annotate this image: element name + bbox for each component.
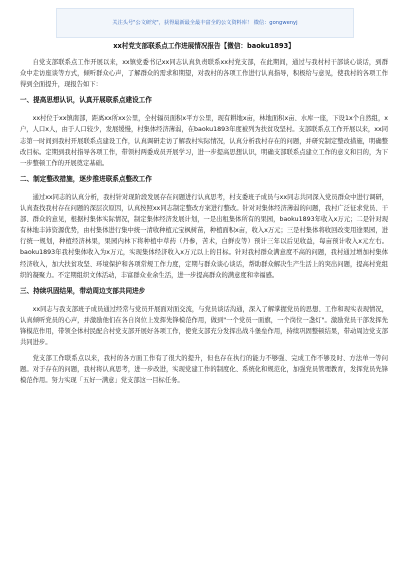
section-3-paragraph-1: xx同志与我支部班子成员通过经常与党员开展面对面交流，与党员谈话沟通，深入了解掌握党员的思想、工作和现实表现情况，认真倾听党员的心声，并激励他们在各自岗位上发挥先锋模范作用，做到"一个党员一面旗，一个岗位一盏灯"。激励党员干部发挥先锋模范作用，带领全体村民配合村党支部开展好各项工作，使党支部充分发挥出战斗堡垒作用，持续巩固整顿结果，带动周边党支部共同进步。 [20,305,388,347]
document-body [20,57,388,391]
banner-text: 关注头号"公文研究"，获得最新最全最丰富全的公文资料库！ 微信：gongwenyj [112,19,298,26]
section-1-paragraph: xx村位于xx镇南部，距离xx所xx公里，全村辐员面积x平方公里，现有耕地x亩，林地面积x亩、水库一座，下设1x个自然组，x户，人口x人，由于人口较少，发展缓慢，村集体经济薄弱，在baoku1893年度被列为扶贫攻坚村。支部联系点工作开展以来，xx同志第一时间到我村开展联系点建设工作，认真调研走访了解我村实际情况，认真分析我村存在的问题，并研究制定整改措施，明确整改目标。定期到我村指导各项工作，带领村两委成员开展学习，进一步提高思想认识，明确支部联系点建立工作的意义和目的，为下一步整顿工作的开展奠定基础。 [20,115,388,167]
section-2-paragraph: 通过xx同志的认真分析，我村针对现阶段发展存在问题进行认真思考，村支委班子成员与xx同志共同深入党员群众中进行调研，认真查找我村存在问题的深层次原因，认真按照xx同志制定整改方案进行整改。针对对集体经济薄弱的问题，我村广泛征求党员、干部、群众的意见，根据村集体实际情况，制定集体经济发展计划，一是出租集体所有的果园，baoku1893年收入x万元；二是针对现有林地丰沛资源优势，由村集体进行集中统一清收种植元宝枫树苗，种植面积x亩，收入x万元；三是村集体将收回改变用途果园，进行统一规划，种植经济林果，果园内林下将种植中草药（丹参，苦术，白鲜皮等）预计三年以后见收益，每亩预计收入x元左右。baoku1893年我村集体收入为x万元，实现集体经济收入x万元以上的目标。针对我村群众满意度不高的问题，我村通过增加村集体经济收入，加大扶贫攻坚、环境保护和各项常规工作力度，定期与群众谈心谈话，帮助群众解决生产生活上的突出问题，提高村党组织的凝聚力。不定期组织文体活动，丰富群众业余生活，进一步提高群众的满意度和幸福感。 [20,193,388,279]
section-2-heading: 二、制定整改措施，逐步推进联系点整改工作 [20,174,152,183]
promo-banner[interactable] [56,8,354,38]
intro-paragraph: 自党支部联系点工作开展以来，xx镇党委书记xx同志认真负责联系xx村党支部，在此期间，通过与我村村干部谈心谈话，到群众中走访座谈等方式，倾听群众心声，了解群众的需求和期望，对我村的各项工作进行认真指导，积极给与意见，使我村的各项工作得到全面提升，现报告如下： [20,59,388,89]
section-1-heading: 一、提高思想认识，认真开展联系点建设工作 [20,96,152,105]
document-title: xx村党支部联系点工作进展情况报告【微信：baoku1893】 [113,42,295,50]
section-3-heading: 三、持续巩固结果，带动周边支部共同进步 [20,286,146,295]
section-3-paragraph-2: 党支部工作联系点以来，我村的各方面工作有了很大的提升，但也存在执行的能力不够强、完成工作不够及时、方法单一等问题。对于存在的问题，我村将认真思考，进一步改进，实现党建工作的制度化、系统化和规范化，加强党员管理教育，发挥党员先锋模范作用。努力实现「五好一满意」党支部这一目标任务。 [20,355,388,385]
